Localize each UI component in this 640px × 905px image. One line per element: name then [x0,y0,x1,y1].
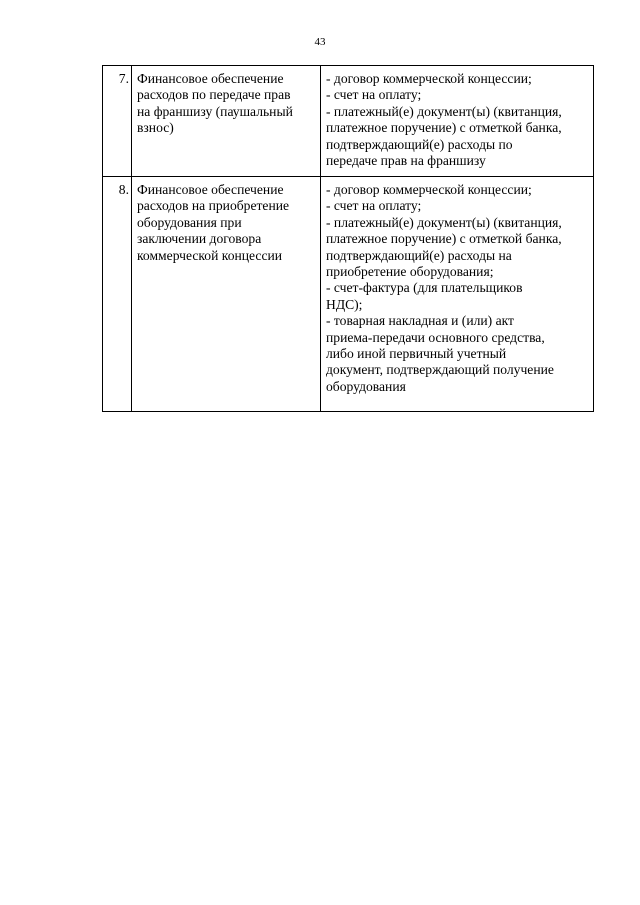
document-line: приема-передачи основного средства, [326,329,545,345]
required-documents [321,66,594,177]
row-number: 7. [103,66,132,177]
document-line: - счет на оплату; [326,87,422,103]
document-line: - договор коммерческой концессии; [326,71,532,86]
required-documents [321,177,594,412]
document-line: оборудования [326,378,406,394]
document-line: НДС); [326,296,363,312]
document-line: - товарная накладная и (или) акт [326,313,514,329]
document-line: подтверждающий(е) расходы по [326,136,513,152]
row-number: 8. [103,177,132,412]
description-line: на франшизу (паушальный [137,103,293,119]
expense-documents-table [102,65,594,412]
document-line: - счет на оплату; [326,198,422,214]
document-line: - договор коммерческой концессии; [326,182,532,197]
document-line: документ, подтверждающий получение [326,362,554,378]
document-line: передаче прав на франшизу [326,153,486,169]
description-line: заключении договора [137,231,262,247]
document-line: - платежный(е) документ(ы) (квитанция, [326,103,562,119]
description-line: расходов на приобретение [137,198,290,214]
table-row [103,66,594,177]
description-line: Финансовое обеспечение [137,71,284,86]
page-number: 43 [314,36,326,48]
document-line: платежное поручение) с отметкой банка, [326,231,562,247]
document-line: подтверждающий(е) расходы на [326,247,512,263]
document-line: приобретение оборудования; [326,264,494,280]
description-line: расходов по передаче прав [137,87,291,103]
table-row [103,177,594,412]
description-line: коммерческой концессии [137,247,283,263]
document-line: - платежный(е) документ(ы) (квитанция, [326,214,562,230]
document-line: платежное поручение) с отметкой банка, [326,120,562,136]
document-line: либо иной первичный учетный [326,346,507,362]
description-line: оборудования при [137,214,242,230]
expense-description [132,66,321,177]
document-line: - счет-фактура (для плательщиков [326,280,523,296]
expense-description [132,177,321,412]
description-line: Финансовое обеспечение [137,182,284,197]
description-line: взнос) [137,120,174,136]
